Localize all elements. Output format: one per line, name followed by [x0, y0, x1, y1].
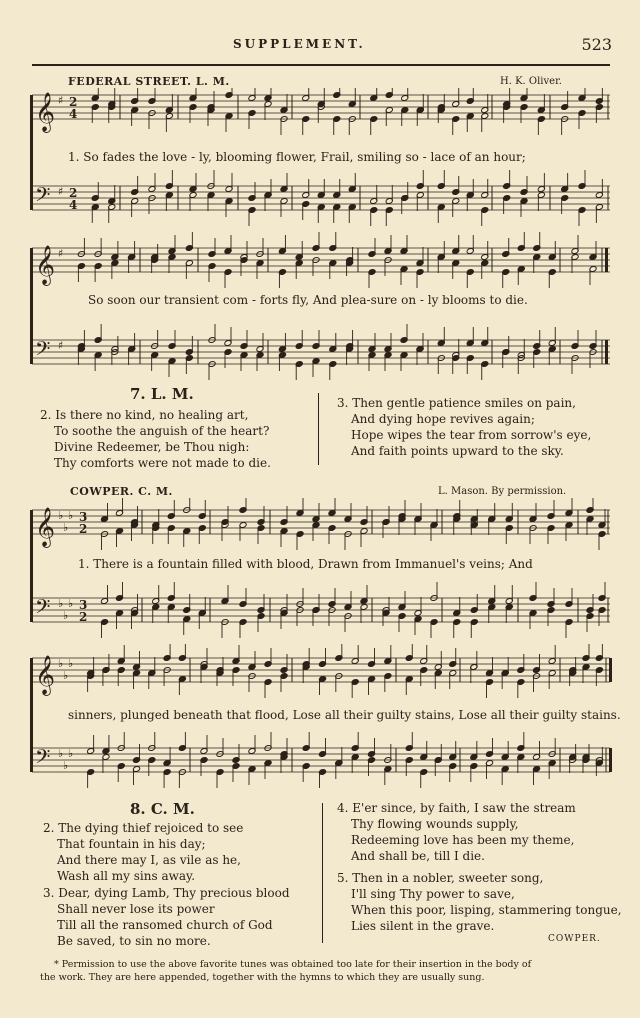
verse-line: And shall be, till I die.	[351, 849, 485, 863]
time-signature: 2	[69, 186, 78, 200]
final-bar	[605, 340, 608, 364]
verse-line: Thy flowing wounds supply,	[351, 817, 519, 831]
final-bar	[609, 748, 612, 772]
lyric-line-3: 1. There is a fountain filled with blood, Drawn from Immanuel's veins; And	[78, 557, 533, 571]
verse-line: Hope wipes the tear from sorrow's eye,	[351, 428, 592, 442]
verse-line: And faith points upward to the sky.	[351, 444, 564, 458]
sharp-icon: ♯	[58, 247, 64, 260]
flat-icon: ♭	[63, 669, 69, 682]
treble-clef-icon: 𝄞	[35, 92, 56, 132]
flat-icon: ♭	[63, 521, 69, 534]
time-signature: 3	[79, 598, 88, 612]
verse-line: 3. Dear, dying Lamb, Thy precious blood	[43, 886, 290, 900]
verse-line: 2. Is there no kind, no healing art,	[40, 408, 249, 422]
hymn-7-verse-3	[337, 395, 591, 459]
verse-line: 3. Then gentle patience smiles on pain,	[337, 396, 576, 410]
verse-line: Lies silent in the grave.	[351, 919, 495, 933]
bass-clef-icon: 𝄢	[35, 595, 51, 623]
column-divider	[322, 803, 323, 943]
hymn-author: COWPER.	[548, 934, 601, 944]
header-rule	[32, 64, 610, 66]
page-header	[0, 35, 640, 59]
tune-composer-oliver: H. K. Oliver.	[500, 76, 562, 87]
hymn-number-7: 7. L. M.	[130, 385, 194, 403]
verse-line: And dying hope revives again;	[351, 412, 535, 426]
hymn-8-verse-3	[43, 885, 290, 949]
flat-icon: ♭	[68, 657, 74, 670]
final-bar	[609, 658, 612, 682]
music-system-2	[30, 232, 612, 382]
verse-line: Thy comforts were not made to die.	[54, 456, 271, 470]
verse-line: Divine Redeemer, be Thou nigh:	[54, 440, 250, 454]
brace	[30, 95, 33, 210]
footnote	[40, 958, 615, 984]
page-number: 523	[581, 35, 612, 54]
footnote-line: * Permission to use the above favorite tunes was obtained too late for their insertion in the body of	[54, 959, 532, 970]
flat-icon: ♭	[58, 657, 64, 670]
column-divider	[318, 393, 319, 465]
brace	[30, 510, 33, 622]
tune-title-cowper: COWPER. C. M.	[70, 485, 173, 498]
verse-line: 4. E'er since, by faith, I saw the stream	[337, 801, 576, 815]
sharp-icon: ♯	[58, 185, 64, 198]
verse-line: 2. The dying thief rejoiced to see	[43, 821, 244, 835]
bass-clef-icon: 𝄢	[35, 183, 51, 211]
flat-icon: ♭	[63, 759, 69, 772]
verse-line: Till all the ransomed church of God	[57, 918, 273, 932]
tune-title-federal-street: FEDERAL STREET. L. M.	[68, 75, 230, 88]
hymn-8-verse-5	[337, 870, 622, 934]
verse-line: Redeeming love has been my theme,	[351, 833, 575, 847]
verse-line: Shall never lose its power	[57, 902, 215, 916]
final-bar	[605, 248, 608, 272]
sharp-icon: ♯	[58, 339, 64, 352]
hymn-8-verse-2	[43, 820, 243, 884]
flat-icon: ♭	[58, 597, 64, 610]
flat-icon: ♭	[68, 747, 74, 760]
treble-clef-icon: 𝄞	[35, 245, 56, 285]
lyric-line-4: sinners, plunged beneath that flood, Lose all their guilty stains, Lose all their guilty stains.	[68, 708, 621, 722]
verse-line: Be saved, to sin no more.	[57, 934, 211, 948]
brace	[30, 248, 33, 364]
music-system-3	[30, 498, 612, 648]
hymn-8-verse-4	[337, 800, 576, 864]
time-signature: 2	[79, 610, 88, 624]
flat-icon: ♭	[58, 509, 64, 522]
time-signature: 4	[69, 107, 78, 121]
flat-icon: ♭	[68, 509, 74, 522]
treble-clef-icon: 𝄞	[35, 507, 56, 547]
treble-clef-icon: 𝄞	[35, 655, 56, 695]
time-signature: 3	[79, 510, 88, 524]
verse-line: I'll sing Thy power to save,	[351, 887, 515, 901]
bass-clef-icon: 𝄢	[35, 745, 51, 773]
verse-line: 5. Then in a nobler, sweeter song,	[337, 871, 544, 885]
hymn-number-8: 8. C. M.	[130, 800, 195, 818]
flat-icon: ♭	[63, 609, 69, 622]
sharp-icon: ♯	[58, 94, 64, 107]
verse-line: That fountain in his day;	[57, 837, 206, 851]
bass-clef-icon: 𝄢	[35, 337, 51, 365]
verse-line: When this poor, lisping, stammering tongue,	[351, 903, 622, 917]
verse-line: And there may I, as vile as he,	[57, 853, 241, 867]
flat-icon: ♭	[58, 747, 64, 760]
lyric-line-2: So soon our transient com - forts fly, And plea-sure on - ly blooms to die.	[88, 293, 528, 307]
time-signature: 4	[69, 198, 78, 212]
lyric-line-1: 1. So fades the love - ly, blooming flower, Frail, smiling so - lace of an hour;	[68, 150, 526, 164]
time-signature: 2	[69, 95, 78, 109]
verse-line: To soothe the anguish of the heart?	[54, 424, 270, 438]
hymn-7-verse-2	[40, 407, 271, 471]
verse-line: Wash all my sins away.	[57, 869, 196, 883]
time-signature: 2	[79, 522, 88, 536]
tune-composer-mason: L. Mason. By permission.	[438, 486, 567, 497]
flat-icon: ♭	[68, 597, 74, 610]
running-title: SUPPLEMENT.	[233, 37, 366, 51]
brace	[30, 658, 33, 772]
footnote-line: the work. They are here appended, together with the hymns to which they are usually sung.	[40, 972, 485, 983]
